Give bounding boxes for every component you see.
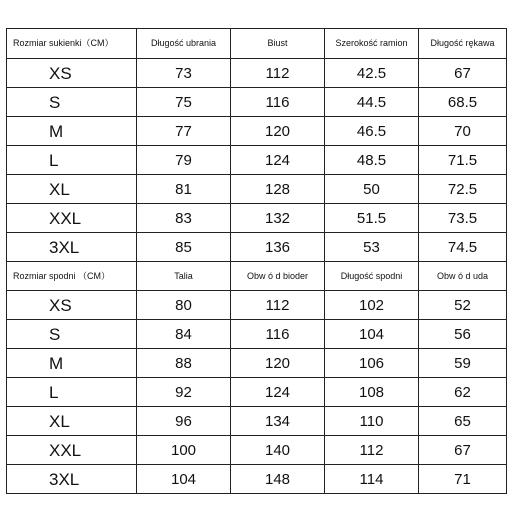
dress-measurement-cell: 112	[231, 59, 325, 88]
dress-measurement-cell: 44.5	[325, 88, 419, 117]
dress-table-row	[7, 117, 507, 146]
pants-measurement-cell: 80	[137, 291, 231, 320]
pants-measurement-cell: 120	[231, 349, 325, 378]
dress-measurement-cell: 51.5	[325, 204, 419, 233]
pants-size-label: M	[7, 349, 137, 378]
pants-measurement-cell: 71	[419, 465, 507, 494]
pants-size-label: XXL	[7, 436, 137, 465]
dress-measurement-cell: 120	[231, 117, 325, 146]
dress-measurement-cell: 70	[419, 117, 507, 146]
size-chart-table	[6, 28, 507, 494]
pants-measurement-cell: 104	[137, 465, 231, 494]
dress-size-label: L	[7, 146, 137, 175]
pants-measurement-cell: 108	[325, 378, 419, 407]
pants-measurement-cell: 88	[137, 349, 231, 378]
pants-measurement-cell: 148	[231, 465, 325, 494]
pants-measurement-cell: 112	[325, 436, 419, 465]
dress-measurement-cell: 85	[137, 233, 231, 262]
pants-measurement-cell: 100	[137, 436, 231, 465]
dress-measurement-cell: 73.5	[419, 204, 507, 233]
pants-measurement-cell: 92	[137, 378, 231, 407]
dress-table-row	[7, 88, 507, 117]
dress-measurement-cell: 128	[231, 175, 325, 204]
dress-measurement-cell: 72.5	[419, 175, 507, 204]
pants-measurement-cell: 84	[137, 320, 231, 349]
dress-measurement-cell: 50	[325, 175, 419, 204]
dress-size-label: 3XL	[7, 233, 137, 262]
pants-size-label: L	[7, 378, 137, 407]
dress-header-row	[7, 29, 507, 59]
dress-table-row	[7, 59, 507, 88]
dress-measurement-cell: 42.5	[325, 59, 419, 88]
dress-size-label: M	[7, 117, 137, 146]
dress-size-label: S	[7, 88, 137, 117]
dress-size-label: XS	[7, 59, 137, 88]
pants-measurement-cell: 59	[419, 349, 507, 378]
pants-header-cell: Rozmiar spodni （CM）	[7, 262, 137, 291]
pants-header-cell: Długość spodni	[325, 262, 419, 291]
pants-header-cell: Talia	[137, 262, 231, 291]
pants-size-label: 3XL	[7, 465, 137, 494]
dress-table-row	[7, 146, 507, 175]
pants-measurement-cell: 104	[325, 320, 419, 349]
pants-table-row	[7, 465, 507, 494]
dress-table-row	[7, 175, 507, 204]
dress-measurement-cell: 67	[419, 59, 507, 88]
dress-measurement-cell: 71.5	[419, 146, 507, 175]
pants-measurement-cell: 67	[419, 436, 507, 465]
dress-measurement-cell: 46.5	[325, 117, 419, 146]
pants-measurement-cell: 102	[325, 291, 419, 320]
pants-measurement-cell: 52	[419, 291, 507, 320]
pants-measurement-cell: 106	[325, 349, 419, 378]
dress-measurement-cell: 48.5	[325, 146, 419, 175]
dress-size-label: XXL	[7, 204, 137, 233]
dress-measurement-cell: 73	[137, 59, 231, 88]
dress-size-label: XL	[7, 175, 137, 204]
dress-measurement-cell: 77	[137, 117, 231, 146]
pants-measurement-cell: 134	[231, 407, 325, 436]
dress-header-cell: Rozmiar sukienki（CM）	[7, 29, 137, 59]
pants-size-label: S	[7, 320, 137, 349]
pants-size-label: XL	[7, 407, 137, 436]
dress-header-cell: Długość ubrania	[137, 29, 231, 59]
dress-header-cell: Szerokość ramion	[325, 29, 419, 59]
dress-measurement-cell: 74.5	[419, 233, 507, 262]
dress-header-cell: Długość rękawa	[419, 29, 507, 59]
pants-table-row	[7, 320, 507, 349]
pants-measurement-cell: 114	[325, 465, 419, 494]
pants-measurement-cell: 112	[231, 291, 325, 320]
pants-table-row	[7, 291, 507, 320]
pants-header-cell: Obw ó d bioder	[231, 262, 325, 291]
dress-measurement-cell: 53	[325, 233, 419, 262]
pants-measurement-cell: 56	[419, 320, 507, 349]
pants-size-label: XS	[7, 291, 137, 320]
dress-measurement-cell: 79	[137, 146, 231, 175]
pants-table-row	[7, 436, 507, 465]
dress-measurement-cell: 68.5	[419, 88, 507, 117]
dress-measurement-cell: 83	[137, 204, 231, 233]
pants-table-row	[7, 378, 507, 407]
pants-measurement-cell: 140	[231, 436, 325, 465]
pants-header-cell: Obw ó d uda	[419, 262, 507, 291]
dress-measurement-cell: 75	[137, 88, 231, 117]
dress-table-row	[7, 233, 507, 262]
dress-measurement-cell: 116	[231, 88, 325, 117]
dress-measurement-cell: 81	[137, 175, 231, 204]
pants-measurement-cell: 124	[231, 378, 325, 407]
size-chart-body	[7, 29, 507, 494]
pants-header-row	[7, 262, 507, 291]
pants-measurement-cell: 116	[231, 320, 325, 349]
dress-measurement-cell: 136	[231, 233, 325, 262]
pants-measurement-cell: 110	[325, 407, 419, 436]
dress-table-row	[7, 204, 507, 233]
pants-measurement-cell: 96	[137, 407, 231, 436]
pants-table-row	[7, 349, 507, 378]
pants-measurement-cell: 65	[419, 407, 507, 436]
dress-header-cell: Biust	[231, 29, 325, 59]
pants-table-row	[7, 407, 507, 436]
pants-measurement-cell: 62	[419, 378, 507, 407]
dress-measurement-cell: 124	[231, 146, 325, 175]
dress-measurement-cell: 132	[231, 204, 325, 233]
